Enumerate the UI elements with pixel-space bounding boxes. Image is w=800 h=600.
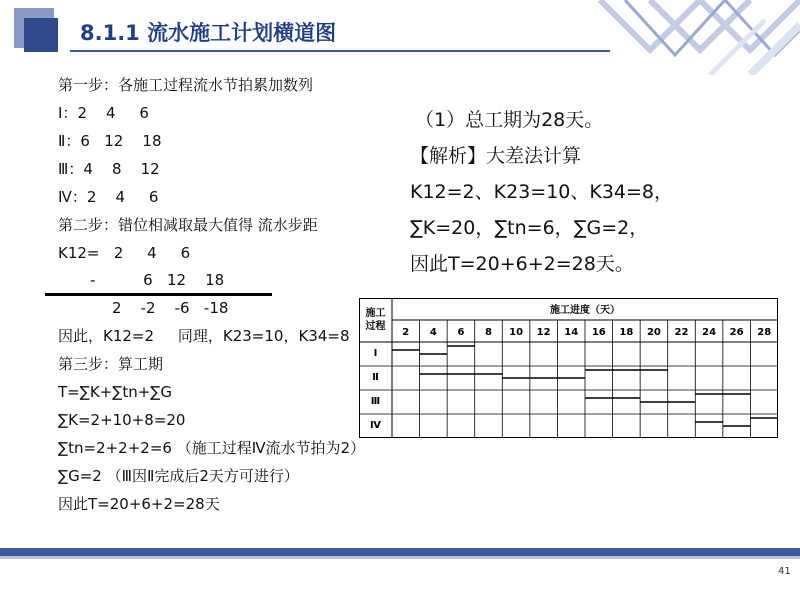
sequence-row-3 [58,160,160,178]
result-text: 因此，K12=2 同理，K23=10，K34=8 [58,327,350,345]
page-number: 41 [778,566,791,577]
title-underline [70,50,610,52]
sum-tn-text: ∑tn=2+2+2=6 （施工过程Ⅳ流水节拍为2） [58,439,366,457]
answer-text: （1）总工期为28天。 [415,109,604,131]
step2-text: 第二步：错位相减取最大值得 流水步距 [58,216,318,234]
formula-text: T=∑K+∑tn+∑G [58,383,173,401]
gantt-day-label: 26 [729,327,744,338]
gantt-day-label: 8 [485,327,492,338]
sequence-values: 6 12 18 [80,132,162,150]
calc-row-3: 2 -2 -6 -18 [112,299,229,317]
gantt-row-label: Ⅱ [372,372,379,383]
sequence-row-1 [58,104,149,122]
sequence-label: Ⅰ： [58,104,78,122]
gantt-day-label: 16 [591,327,606,338]
step1-text: 第一步：各施工过程流水节拍累加数列 [58,76,314,94]
footer-bar-light [0,556,800,559]
gantt-chart [359,298,778,438]
gantt-row-label: Ⅳ [370,420,381,431]
gantt-process-header: 施工 [365,308,386,319]
gantt-day-label: 6 [457,327,465,338]
sequence-row-4 [58,188,158,206]
calc-row-1: K12= 2 4 6 [58,244,191,262]
sequence-values: 2 4 6 [77,104,149,122]
step3-text: 第三步：算工期 [58,355,164,373]
header-decoration [590,0,800,75]
total-text: 因此T=20+6+2=28天。 [410,253,634,275]
sums-text: ∑K=20，∑tn=6，∑G=2， [410,217,649,239]
sum-k-text: ∑K=2+10+8=20 [58,411,186,429]
gantt-process-header: 过程 [365,321,386,332]
sequence-label: Ⅳ： [58,188,87,206]
calc-row-2: - 6 12 18 [90,271,225,289]
calc-divider [45,293,272,296]
gantt-day-label: 12 [536,327,551,338]
gantt-day-label: 20 [646,327,661,338]
gantt-day-label: 18 [619,327,634,338]
sequence-values: 4 8 12 [83,160,160,178]
sequence-row-2 [58,132,161,150]
gantt-day-label: 14 [564,327,579,338]
gantt-day-label: 28 [757,327,772,338]
sequence-label: Ⅲ： [58,160,84,178]
gantt-day-label: 4 [429,327,437,338]
slide-title: 8.1.1 流水施工计划横道图 [80,21,337,45]
conclusion-text: 因此T=20+6+2=28天 [58,495,220,513]
k-values-text: K12=2、K23=10、K34=8， [410,181,674,203]
sequence-values: 2 4 6 [86,188,159,206]
footer-bar [0,548,800,556]
gantt-row-label: Ⅰ [373,348,378,359]
sum-g-text: ∑G=2 （Ⅲ因Ⅱ完成后2天方可进行） [58,467,299,485]
analysis-text: 【解析】大差法计算 [410,145,582,167]
gantt-row-label: Ⅲ [370,396,381,407]
header-square-front [24,18,58,52]
gantt-border [360,299,778,438]
sequence-label: Ⅱ： [58,132,81,150]
gantt-progress-header: 施工进度（天） [550,305,620,316]
gantt-day-label: 2 [402,327,410,338]
gantt-day-label: 24 [702,327,717,338]
gantt-day-label: 22 [674,327,689,338]
gantt-day-label: 10 [509,327,524,338]
